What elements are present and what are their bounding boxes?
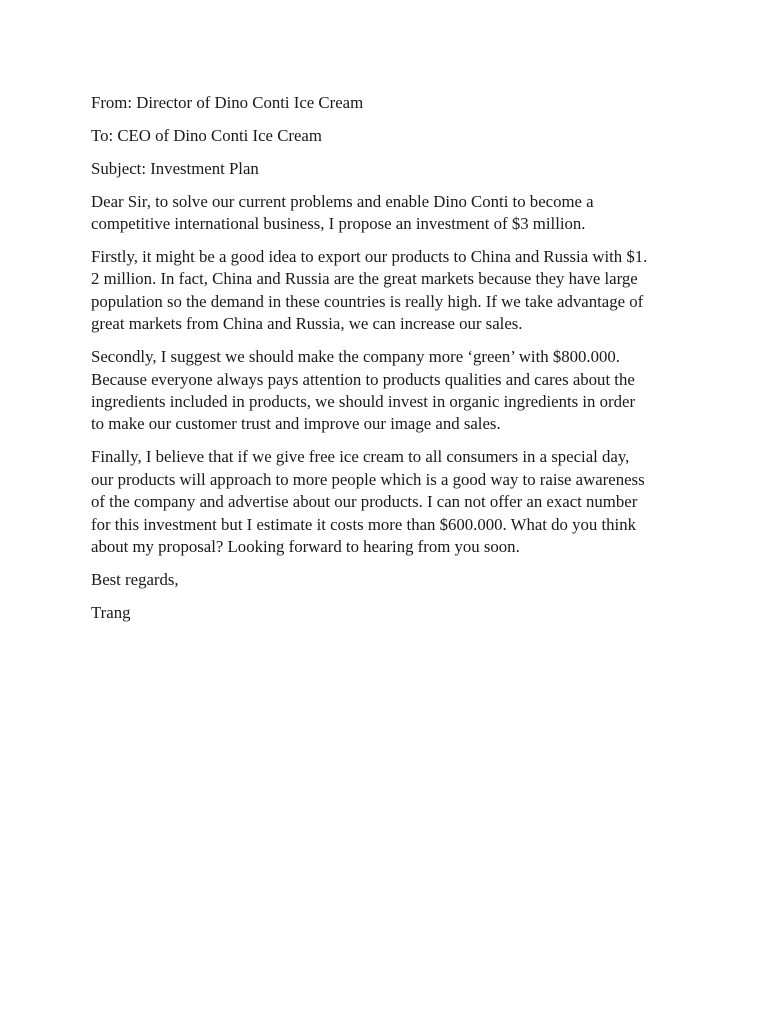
paragraph-green: Secondly, I suggest we should make the company more ‘green’ with $800.000. Because everyone always pays attention to products qualities and cares about the ingredients included in products, we should invest in organic ingredients in order to make our customer trust and improve our image and sales.	[91, 347, 636, 434]
from-line: From: Director of Dino Conti Ice Cream	[91, 93, 364, 112]
signature: Trang	[91, 602, 131, 622]
letter-body	[91, 92, 683, 635]
to-line: To: CEO of Dino Conti Ice Cream	[91, 125, 322, 145]
paragraph-greeting: Dear Sir, to solve our current problems and enable Dino Conti to become a competitive international business, I propose an investment of $3 million.	[91, 191, 594, 234]
subject-line: Subject: Investment Plan	[91, 158, 259, 178]
paragraph-export: Firstly, it might be a good idea to export our products to China and Russia with $1. 2 million. In fact, China and Russia are the great markets because they have large population so the demand in these countries is really high. If we take advantage of great markets from China and Russia, we can increase our sales.	[91, 247, 648, 334]
paragraph-free-ice-cream: Finally, I believe that if we give free ice cream to all consumers in a special day, our products will approach to more people which is a good way to raise awareness of the company and advertise about our products. I can not offer an exact number for this investment but I estimate it costs more than $600.000. What do you think about my proposal? Looking forward to hearing from you soon.	[91, 447, 645, 556]
closing-line: Best regards,	[91, 569, 179, 589]
